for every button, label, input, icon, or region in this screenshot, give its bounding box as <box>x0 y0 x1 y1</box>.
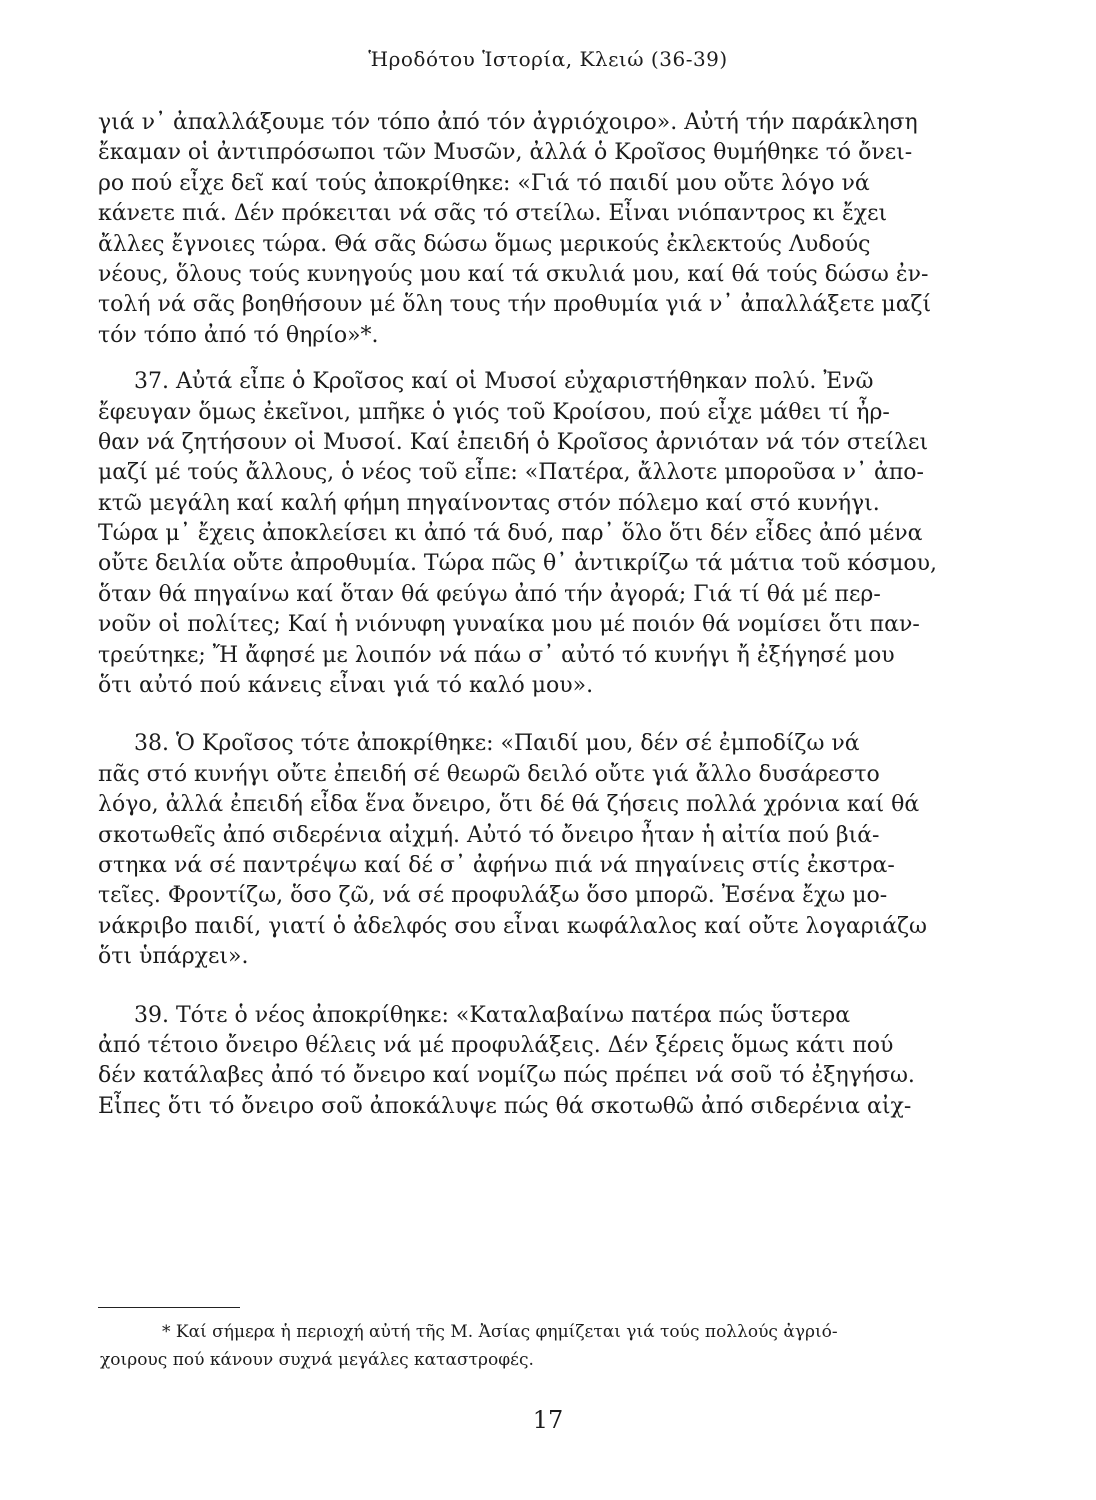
text-line: γιά ν᾽ ἀπαλλάξουμε τόν τόπο ἀπό τόν ἀγριόχοιρο». Αὐτή τήν παράκληση <box>98 110 918 135</box>
text-line: ἄλλες ἔγνοιες τώρα. Θά σᾶς δώσω ὅμως μερικούς ἐκλεκτούς Λυδούς <box>98 231 871 257</box>
text-line: ἔκαμαν οἱ ἀντιπρόσωποι τῶν Μυσῶν, ἀλλά ὁ Κροῖσος θυμήθηκε τό ὄνει- <box>98 140 913 166</box>
footnote-separator <box>98 1307 240 1308</box>
text-line: τολή νά σᾶς βοηθήσουν μέ ὅλη τους τήν προθυμία γιά ν᾽ ἀπαλλάξετε μαζί <box>98 292 932 318</box>
paragraph-37 <box>98 367 948 701</box>
paragraph-39 <box>98 1001 948 1123</box>
page-number: 17 <box>532 1406 564 1434</box>
text-line: ρο πού εἶχε δεῖ καί τούς ἀποκρίθηκε: «Γιά τό παιδί μου οὔτε λόγο νά <box>98 170 870 196</box>
text-line: μαζί μέ τούς ἄλλους, ὁ νέος τοῦ εἶπε: «Πατέρα, ἄλλοτε μποροῦσα ν᾽ ἀπο- <box>98 460 924 486</box>
text-line: δέν κατάλαβες ἀπό τό ὄνειρο καί νομίζω πώς πρέπει νά σοῦ τό ἐξηγήσω. <box>98 1063 915 1089</box>
text-line: 37. Αὐτά εἶπε ὁ Κροῖσος καί οἱ Μυσοί εὐχαριστήθηκαν πολύ. Ἐνῶ <box>134 369 874 395</box>
text-line: πᾶς στό κυνήγι οὔτε ἐπειδή σέ θεωρῶ δειλό οὔτε γιά ἄλλο δυσάρεστο <box>98 761 880 787</box>
text-line: Τώρα μ᾽ ἔχεις ἀποκλείσει κι ἀπό τά δυό, παρ᾽ ὅλο ὅτι δέν εἶδες ἀπό μένα <box>98 521 923 547</box>
running-header: Ἡροδότου Ἱστορία, Κλειώ (36-39) <box>368 47 728 71</box>
footnote-line: * Καί σήμερα ἡ περιοχή αὐτή τῆς Μ. Ἀσίας φημίζεται γιά τούς πολλούς ἀγριό- <box>162 1322 838 1342</box>
text-line: Εἶπες ὅτι τό ὄνειρο σοῦ ἀποκάλυψε πώς θά σκοτωθῶ ἀπό σιδερένια αἰχ- <box>98 1093 912 1119</box>
text-line: οὔτε δειλία οὔτε ἀπροθυμία. Τώρα πῶς θ᾽ ἀντικρίζω τά μάτια τοῦ κόσμου, <box>98 551 937 577</box>
paragraph-gap <box>98 351 948 367</box>
footnote-line: χοιρους πού κάνουν συχνά μεγάλες καταστροφές. <box>100 1350 534 1370</box>
body-text <box>98 108 948 1122</box>
paragraph-gap <box>98 973 948 1001</box>
paragraph-36-continuation <box>98 108 948 351</box>
text-line: λόγο, ἀλλά ἐπειδή εἶδα ἕνα ὄνειρο, ὅτι δέ θά ζήσεις πολλά χρόνια καί θά <box>98 792 920 818</box>
text-line: νοῦν οἱ πολίτες; Καί ἡ νιόνυφη γυναίκα μου μέ ποιόν θά νομίσει ὅτι παν- <box>98 612 920 638</box>
text-line: ἀπό τέτοιο ὄνειρο θέλεις νά μέ προφυλάξεις. Δέν ξέρεις ὅμως κάτι πού <box>98 1032 894 1058</box>
text-line: ὅτι ὑπάρχει». <box>98 944 249 970</box>
text-line: κτῶ μεγάλη καί καλή φήμη πηγαίνοντας στόν πόλεμο καί στό κυνήγι. <box>98 490 880 516</box>
paragraph-38 <box>98 729 948 972</box>
paragraph-gap <box>98 701 948 729</box>
text-line: ὅταν θά πηγαίνω καί ὅταν θά φεύγω ἀπό τήν ἀγορά; Γιά τί θά μέ περ- <box>98 581 881 607</box>
text-line: κάνετε πιά. Δέν πρόκειται νά σᾶς τό στείλω. Εἶναι νιόπαντρος κι ἔχει <box>98 201 888 227</box>
text-line: σκοτωθεῖς ἀπό σιδερένια αἰχμή. Αὐτό τό ὄνειρο ἦταν ἡ αἰτία πού βιά- <box>98 822 880 848</box>
text-line: ὅτι αὐτό πού κάνεις εἶναι γιά τό καλό μου». <box>98 673 594 699</box>
text-line: νέους, ὅλους τούς κυνηγούς μου καί τά σκυλιά μου, καί θά τούς δώσω ἐν- <box>98 261 929 287</box>
text-line: 38. Ὁ Κροῖσος τότε ἀποκρίθηκε: «Παιδί μου, δέν σέ ἐμποδίζω νά <box>134 731 860 757</box>
text-line: στηκα νά σέ παντρέψω καί δέ σ᾽ ἀφήνω πιά νά πηγαίνεις στίς ἐκστρα- <box>98 852 895 878</box>
text-line: 39. Τότε ὁ νέος ἀποκρίθηκε: «Καταλαβαίνω πατέρα πώς ὕστερα <box>134 1002 851 1028</box>
text-line: τόν τόπο ἀπό τό θηρίο»*. <box>98 322 379 348</box>
text-line: τρεύτηκε; Ἤ ἄφησέ με λοιπόν νά πάω σ᾽ αὐτό τό κυνήγι ἤ ἐξήγησέ μου <box>98 642 895 668</box>
text-line: θαν νά ζητήσουν οἱ Μυσοί. Καί ἐπειδή ὁ Κροῖσος ἀρνιόταν νά τόν στείλει <box>98 429 929 455</box>
text-line: τεῖες. Φροντίζω, ὅσο ζῶ, νά σέ προφυλάξω ὅσο μπορῶ. Ἐσένα ἔχω μο- <box>98 883 888 909</box>
text-line: ἔφευγαν ὅμως ἐκεῖνοι, μπῆκε ὁ γιός τοῦ Κροίσου, πού εἶχε μάθει τί ἦρ- <box>98 399 890 425</box>
footnote <box>100 1318 950 1374</box>
text-line: νάκριβο παιδί, γιατί ὁ ἀδελφός σου εἶναι κωφάλαλος καί οὔτε λογαριάζω <box>98 913 927 939</box>
